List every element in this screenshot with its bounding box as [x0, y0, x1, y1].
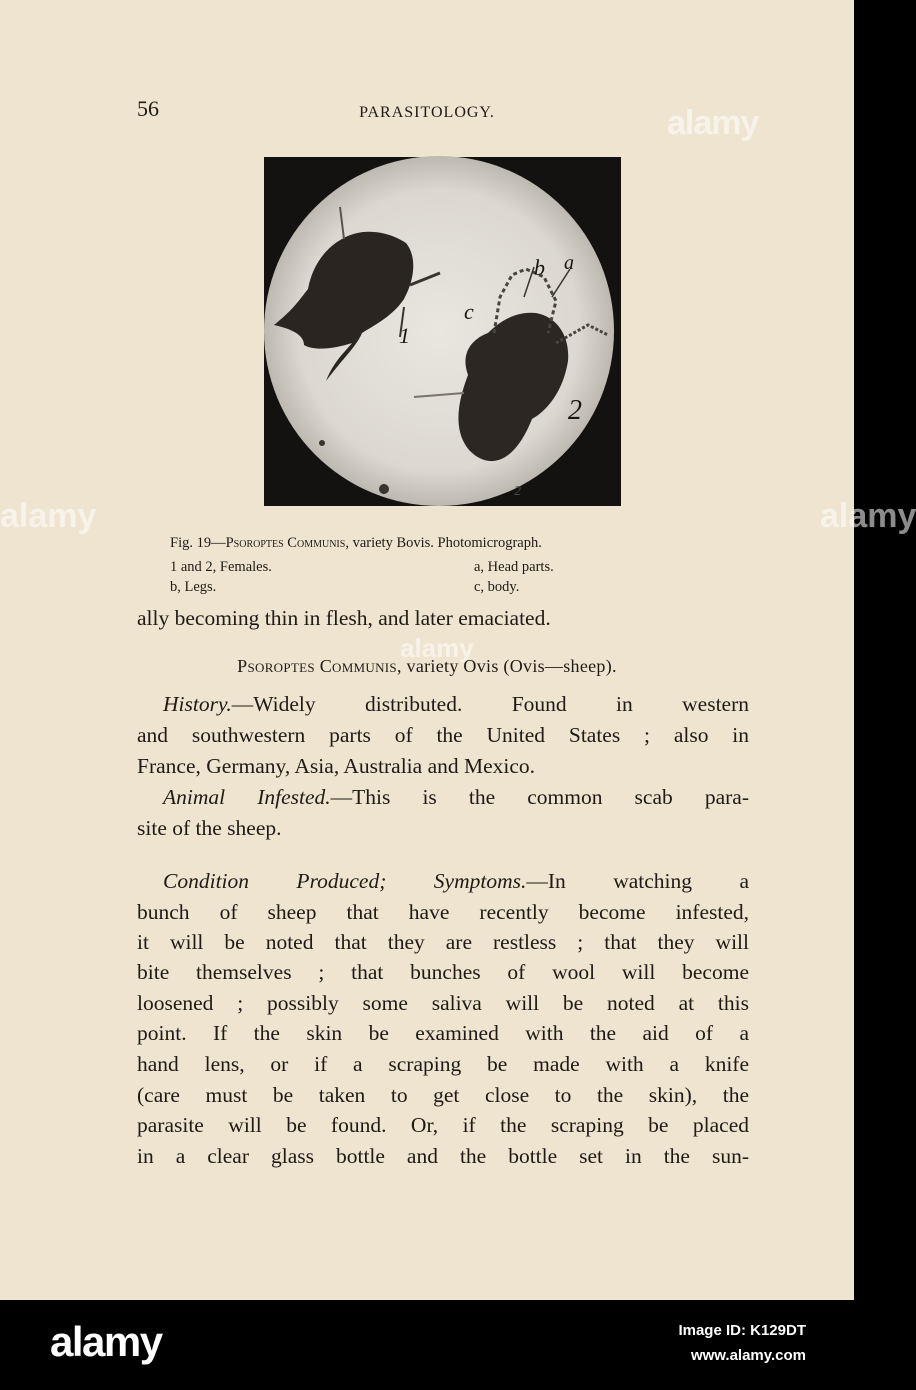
body-line: loosened ; possibly some saliva will be noted at this — [137, 991, 749, 1015]
body-line: (care must be taken to get close to the skin), the — [137, 1083, 749, 1107]
photomicrograph-image — [264, 157, 621, 506]
body-line: it will be noted that they are restless ; that they will — [137, 930, 749, 954]
body-line: point. If the skin be examined with the aid of a — [137, 1021, 749, 1045]
label-a: a — [564, 252, 574, 274]
animal-infested-text: —This is the common scab para- — [330, 785, 749, 809]
section-heading-species: Psoroptes Communis — [237, 656, 397, 676]
condition-paragraph — [163, 866, 749, 896]
body-line: bite themselves ; that bunches of wool will become — [137, 960, 749, 984]
figure-legend-item: 1 and 2, Females. — [170, 559, 272, 575]
section-heading-rest: , variety Ovis (Ovis—sheep). — [396, 656, 617, 676]
image-id: Image ID: K129DT — [678, 1322, 806, 1339]
body-line: site of the sheep. — [137, 816, 282, 840]
speck — [379, 484, 389, 494]
body-line: parasite will be found. Or, if the scraping be placed — [137, 1113, 749, 1137]
speck — [319, 440, 325, 446]
figure-caption-species: Psoroptes Communis — [225, 535, 346, 551]
history-label: History. — [163, 692, 232, 716]
page-number: 56 — [137, 96, 159, 121]
body-line: bunch of sheep that have recently become infested, — [137, 900, 749, 924]
figure-caption — [170, 535, 542, 552]
label-2: 2 — [568, 395, 582, 426]
condition-text: —In watching a — [526, 869, 749, 893]
figure-caption-prefix: Fig. 19— — [170, 535, 226, 551]
site-url: www.alamy.com — [690, 1347, 806, 1364]
body-line: in a clear glass bottle and the bottle set in the sun- — [137, 1144, 749, 1168]
history-paragraph — [163, 689, 749, 719]
body-line: and southwestern parts of the United States ; also in — [137, 723, 749, 747]
alamy-logo: alamy — [50, 1318, 162, 1365]
condition-label: Condition Produced; Symptoms. — [163, 869, 527, 893]
label-b: b — [534, 255, 545, 280]
label-1: 1 — [399, 323, 410, 348]
watermark: alamy — [0, 497, 97, 535]
figure-legend-item: b, Legs. — [170, 579, 217, 595]
figure-legend-item: c, body. — [474, 579, 520, 595]
animal-infested-paragraph — [163, 782, 749, 812]
watermark: alamy — [667, 104, 759, 142]
running-head: PARASITOLOGY. — [359, 104, 495, 121]
figure-photomicrograph — [264, 157, 621, 506]
body-line: France, Germany, Asia, Australia and Mexico. — [137, 754, 536, 778]
animal-infested-label: Animal Infested. — [163, 785, 331, 809]
watermark: alamy — [820, 497, 916, 535]
watermark: alamy — [400, 633, 474, 663]
label-2-small: 2 — [514, 484, 521, 499]
history-text: —Widely distributed. Found in western — [231, 692, 749, 716]
body-line: ally becoming thin in flesh, and later emaciated. — [137, 606, 551, 630]
figure-caption-rest: , variety Bovis. Photomicrograph. — [345, 535, 542, 551]
label-c: c — [464, 299, 474, 324]
body-line: hand lens, or if a scraping be made with a knife — [137, 1052, 749, 1076]
figure-legend-item: a, Head parts. — [474, 559, 554, 575]
